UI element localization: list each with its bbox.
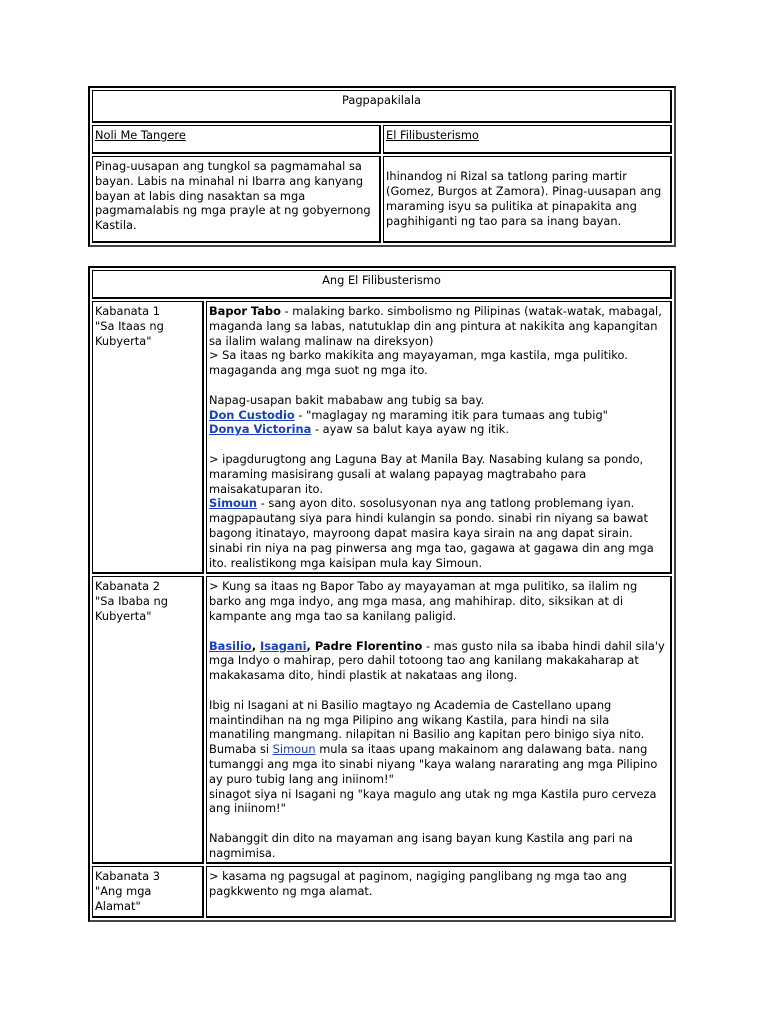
characters-desc: - mas gusto nila sa ibaba hindi dahil sila'y mga Indyo o mahirap, pero dahil totoong tao ang kanilang makakaharap at makakasama dito, hindi plastik at nakataas ang ilong. [209, 638, 665, 683]
intro-table-title: Pagpapakilala [92, 90, 672, 123]
simoun-desc: mula sa itaas upang makainom ang dalawang bata. nang tumanggi ang mga ito sinabi niyang "kaya walang nararating ang mga Pilipino ay puro tubig lang ang iniinom!" [209, 742, 658, 786]
simoun-desc: - sang ayon dito. sosolusyonan nya ang tatlong problemang iyan. magpapautang siya para hindi kulangin sa pondo. sinabi rin niyang sa bawat bagong itinatayo, mayroong dapat masira kaya sirain na ang dapat sirain. sinabi rin niya na pag pinwersa ang mga tao, gagawa at gagawa din ang mga ito. realistikong mga kaisipan mula kay Simoun. [209, 496, 654, 570]
chapter-subtitle: "Sa Ibaba ng Kubyerta" [95, 594, 168, 623]
chapter-subtitle: "Sa Itaas ng Kubyerta" [95, 318, 164, 348]
name-separator: , [251, 638, 260, 653]
chapter-paragraph: > Sa itaas ng barko makikita ang mayayaman, mga kastila, mga pulitiko. magaganda ang mga suot ng mga ito. [209, 348, 628, 378]
donya-victorina-desc: - ayaw sa balut kaya ayaw ng itik. [311, 422, 509, 437]
don-custodio-link[interactable]: Don Custodio [209, 407, 295, 422]
simoun-link[interactable]: Simoun [272, 742, 316, 757]
intro-col1-text: Pinag-uusapan ang tungkol sa pagmamahal sa bayan. Labis na minahal ni Ibarra ang kanyang bayan at labis ding nasaktan sa mga pagmamalabis ng mga prayle at ng gobyernong Kastila. [92, 156, 381, 243]
chapter-label-cell [92, 301, 204, 574]
chapter-label-cell [92, 576, 204, 864]
simoun-link[interactable]: Simoun [209, 496, 258, 511]
chapter-subtitle: "Ang mga Alamat" [95, 884, 152, 914]
bapor-tabo-desc: - malaking barko. simbolismo ng Pilipinas (watak-watak, mabagal, maganda lang sa labas, natutuklap din ang pintura at nakikita ang kapangitan sa ilalim walang malinaw na direksyon) [209, 304, 662, 348]
chapter-paragraph: Nabanggit din dito na mayaman ang isang bayan kung Kastila ang pari na nagmimisa. [209, 830, 633, 860]
chapter-paragraph: Ibig ni Isagani at ni Basilio magtayo ng Academia de Castellano upang maintindihan na ng mga Pilipino ang wikang Kastila, para hindi na sila manatiling mangmang. nilapitan ni Basilio ang kapitan pero binigo siya nito. [209, 697, 645, 742]
chapter-paragraph: Napag-usapan bakit mababaw ang tubig sa bay. [209, 392, 485, 407]
basilio-link[interactable]: Basilio [209, 638, 252, 653]
isagani-link[interactable]: Isagani [259, 638, 307, 653]
chapter-label-cell [92, 866, 204, 917]
chapter-paragraph: > Kung sa itaas ng Bapor Tabo ay mayayaman at mga pulitiko, sa ilalim ng barko ang mga indyo, ang mga masa, ang mahihirap. dito, siksikan at di kampante ang mga tao sa kanilang paligid. [209, 579, 638, 623]
chapter-row [92, 576, 672, 864]
intro-col2-text: Ihinandog ni Rizal sa tatlong paring martir (Gomez, Burgos at Zamora). Pinag-uusapan ang maraming isyu sa pulitika at pinapakita ang paghihiganti ng tao para sa inang bayan. [383, 156, 672, 243]
chapter-row [92, 301, 672, 574]
chapter-row [92, 866, 672, 917]
chapters-table-title: Ang El Filibusterismo [92, 270, 672, 299]
intro-col1-header [92, 125, 381, 154]
chapter-paragraph: > kasama ng pagsugal at paginom, nagiging panglibang ng mga tao ang pagkkwento ng mga alamat. [209, 869, 627, 899]
chapter-content-cell [206, 301, 672, 574]
chapter-content-cell [206, 576, 672, 864]
don-custodio-desc: - "maglagay ng maraming itik para tumaas ang tubig" [294, 407, 608, 422]
intro-col2-header [383, 125, 672, 154]
simoun-prefix: Bumaba si [209, 742, 273, 757]
chapters-table [88, 266, 676, 922]
chapter-label: Kabanata 3 [95, 869, 160, 884]
chapter-content-cell [206, 866, 672, 917]
donya-victorina-link[interactable]: Donya Victorina [209, 422, 312, 437]
chapter-paragraph: sinagot siya ni Isagani ng "kaya magulo ang utak ng mga Kastila puro cerveza ang iniinom!" [209, 786, 657, 816]
bapor-tabo-term: Bapor Tabo [209, 304, 281, 318]
chapter-paragraph: > ipagdurugtong ang Laguna Bay at Manila Bay. Nasabing kulang sa pondo, maraming masisirang gusali at walang papayag magtrabaho para maisakatuparan ito. [209, 451, 644, 496]
intro-table [88, 86, 676, 247]
noli-header-link[interactable]: Noli Me Tangere [95, 128, 186, 142]
elfili-header-link[interactable]: El Filibusterismo [386, 128, 479, 142]
padre-florentino-term: , Padre Florentino [306, 638, 423, 653]
chapter-label: Kabanata 1 [95, 304, 160, 318]
chapter-label: Kabanata 2 [95, 579, 160, 594]
